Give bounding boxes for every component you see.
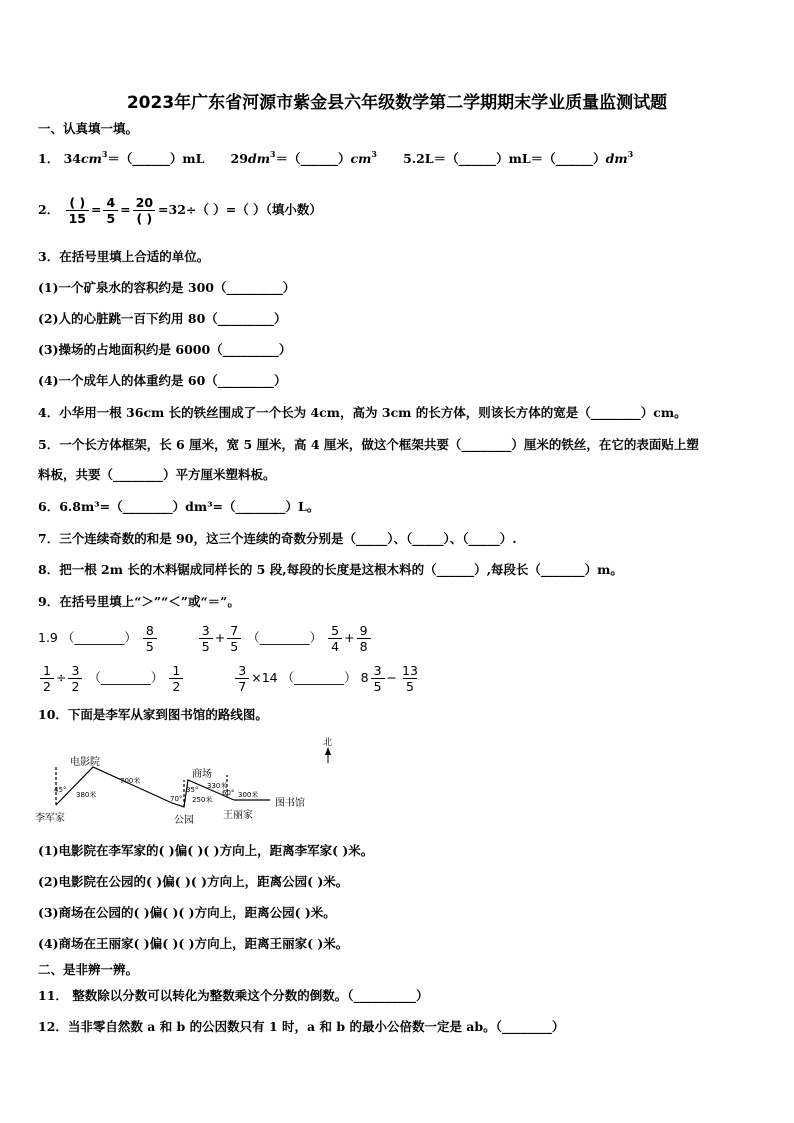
q9-blank[interactable]: （________） <box>247 630 323 645</box>
q1-unit-cm: cm <box>350 151 372 166</box>
q10-item[interactable]: (4)商场在王丽家( )偏( )( )方向上，距离王丽家( )米。 <box>38 936 349 951</box>
question-4[interactable]: 4．小华用一根 36cm 长的铁丝围成了一个长为 4cm，高为 3cm 的长方体，则该长方体的宽是（________）cm。 <box>38 405 687 420</box>
question-10: 10．下面是李军从家到图书馆的路线图。 <box>38 707 268 722</box>
question-7[interactable]: 7．三个连续奇数的和是 90，这三个连续的奇数分别是（_____）、（_____）、（_____）. <box>38 531 517 546</box>
q1-exp: 3 <box>269 149 276 159</box>
fraction[interactable]: $\frac{20}{( )}$ <box>133 195 156 226</box>
section-heading-fill: 一、认真填一填。 <box>38 121 139 136</box>
q10-item[interactable]: (3)商场在公园的( )偏( )( )方向上，距离公园( )米。 <box>38 905 336 920</box>
q1-blank-b[interactable]: ＝（______） <box>275 151 351 166</box>
map-park: 公园 <box>174 815 194 826</box>
dist-250: 250米 <box>192 796 213 804</box>
map-home: 李军家 <box>35 813 65 824</box>
fraction: $\frac{4}{5}$ <box>103 195 118 226</box>
q10-item[interactable]: (1)电影院在李军家的( )偏( )( )方向上，距离李军家( )米。 <box>38 843 374 858</box>
question-1 <box>38 150 633 168</box>
q1-exp: 3 <box>371 149 377 159</box>
question-6[interactable]: 6．6.8m³=（________）dm³=（________）L。 <box>38 499 320 514</box>
question-5-line1[interactable]: 5．一个长方体框架，长 6 厘米，宽 5 厘米，高 4 厘米，做这个框架共要（________）厘米的铁丝，在它的表面贴上塑 <box>38 437 699 452</box>
q2-tail[interactable]: =32÷（ ）=（ ）（填小数） <box>158 202 322 217</box>
q1-unit-dm: dm <box>247 151 270 166</box>
q3-item[interactable]: (2)人的心脏跳一百下约用 80（_________） <box>38 311 287 326</box>
angle-60: 60° <box>222 789 235 797</box>
q9-blank[interactable]: （________） <box>281 670 357 685</box>
q1-unit-dm: dm <box>605 151 628 166</box>
dist-700: 700米 <box>120 777 141 785</box>
q2-number: 2． <box>38 202 60 217</box>
question-5-line2[interactable]: 料板，共要（________）平方厘米塑料板。 <box>38 467 276 482</box>
q3-item[interactable]: (4)一个成年人的体重约是 60（_________） <box>38 373 287 388</box>
q9-row-1: 1.9 （________） $\frac{8}{5}$ $\frac{3}{5}$ + $\frac{7}{5}$ （________） $\frac{5}{4}$ + $\frac{9}{8}$ <box>38 618 373 658</box>
question-8[interactable]: 8．把一根 2m 长的木料锯成同样长的 5 段,每段的长度是这根木料的（______）,每段长（_______）m。 <box>38 562 623 577</box>
section-heading-judge: 二、是非辨一辨。 <box>38 962 139 977</box>
route-map <box>30 735 333 830</box>
q1-number: 1． <box>38 151 60 166</box>
q1-exp: 3 <box>627 149 634 159</box>
angle-70: 70° <box>170 795 183 803</box>
q1-blank-a[interactable]: ＝（______） <box>107 151 183 166</box>
q9-blank[interactable]: （________） <box>61 630 137 645</box>
q1-unit-ml: mL <box>182 151 205 166</box>
map-wang: 王丽家 <box>223 810 253 821</box>
question-11[interactable]: 11． 整数除以分数可以转化为整数乘这个分数的倒数。（__________） <box>38 988 429 1003</box>
q1-value-a: 34 <box>63 151 81 166</box>
page-title: 2023年广东省河源市紫金县六年级数学第二学期期末学业质量监测试题 <box>126 93 668 113</box>
q1-value-c[interactable]: 5.2L＝（______）mL＝（______） <box>403 151 606 166</box>
dist-300: 300米 <box>238 791 259 799</box>
question-9: 9．在括号里填上“＞”“＜”或“＝”。 <box>38 594 240 609</box>
angle-35: 35° <box>186 786 199 794</box>
q1-value-b: 29 <box>230 151 248 166</box>
question-12[interactable]: 12．当非零自然数 a 和 b 的公因数只有 1 时，a 和 b 的最小公倍数一定是 ab。（________） <box>38 1019 565 1034</box>
fraction[interactable]: $\frac{( )}{15}$ <box>66 195 89 226</box>
q1-unit-cm: cm <box>80 151 102 166</box>
map-mall: 商场 <box>192 769 212 780</box>
question-3: 3．在括号里填上合适的单位。 <box>38 249 210 264</box>
dist-380: 380米 <box>76 791 97 799</box>
angle-45: 45° <box>54 786 67 794</box>
north-label: 北 <box>323 738 333 748</box>
map-cinema: 电影院 <box>70 757 100 768</box>
q3-item[interactable]: (3)操场的占地面积约是 6000（_________） <box>38 342 292 357</box>
q9-blank[interactable]: （________） <box>88 670 164 685</box>
q9-row-2: $\frac{1}{2}$ ÷ $\frac{3}{2}$ （________） $\frac{1}{2}$ $\frac{3}{7}$ ×14 （________） 8 $\frac{3}{5}$ − $\frac{13}{5}$ <box>38 658 423 698</box>
map-library: 图书馆 <box>275 798 305 809</box>
question-2: 2． $\frac{( )}{15}$ = $\frac{4}{5}$ = $\frac{20}{( )}$ =32÷（ ）=（ ）（填小数） <box>38 195 322 226</box>
q3-item[interactable]: (1)一个矿泉水的容积约是 300（_________） <box>38 280 296 295</box>
dist-330: 330米 <box>207 782 228 790</box>
q1-exp: 3 <box>101 149 108 159</box>
q10-item[interactable]: (2)电影院在公园的( )偏( )( )方向上，距离公园( )米。 <box>38 874 349 889</box>
